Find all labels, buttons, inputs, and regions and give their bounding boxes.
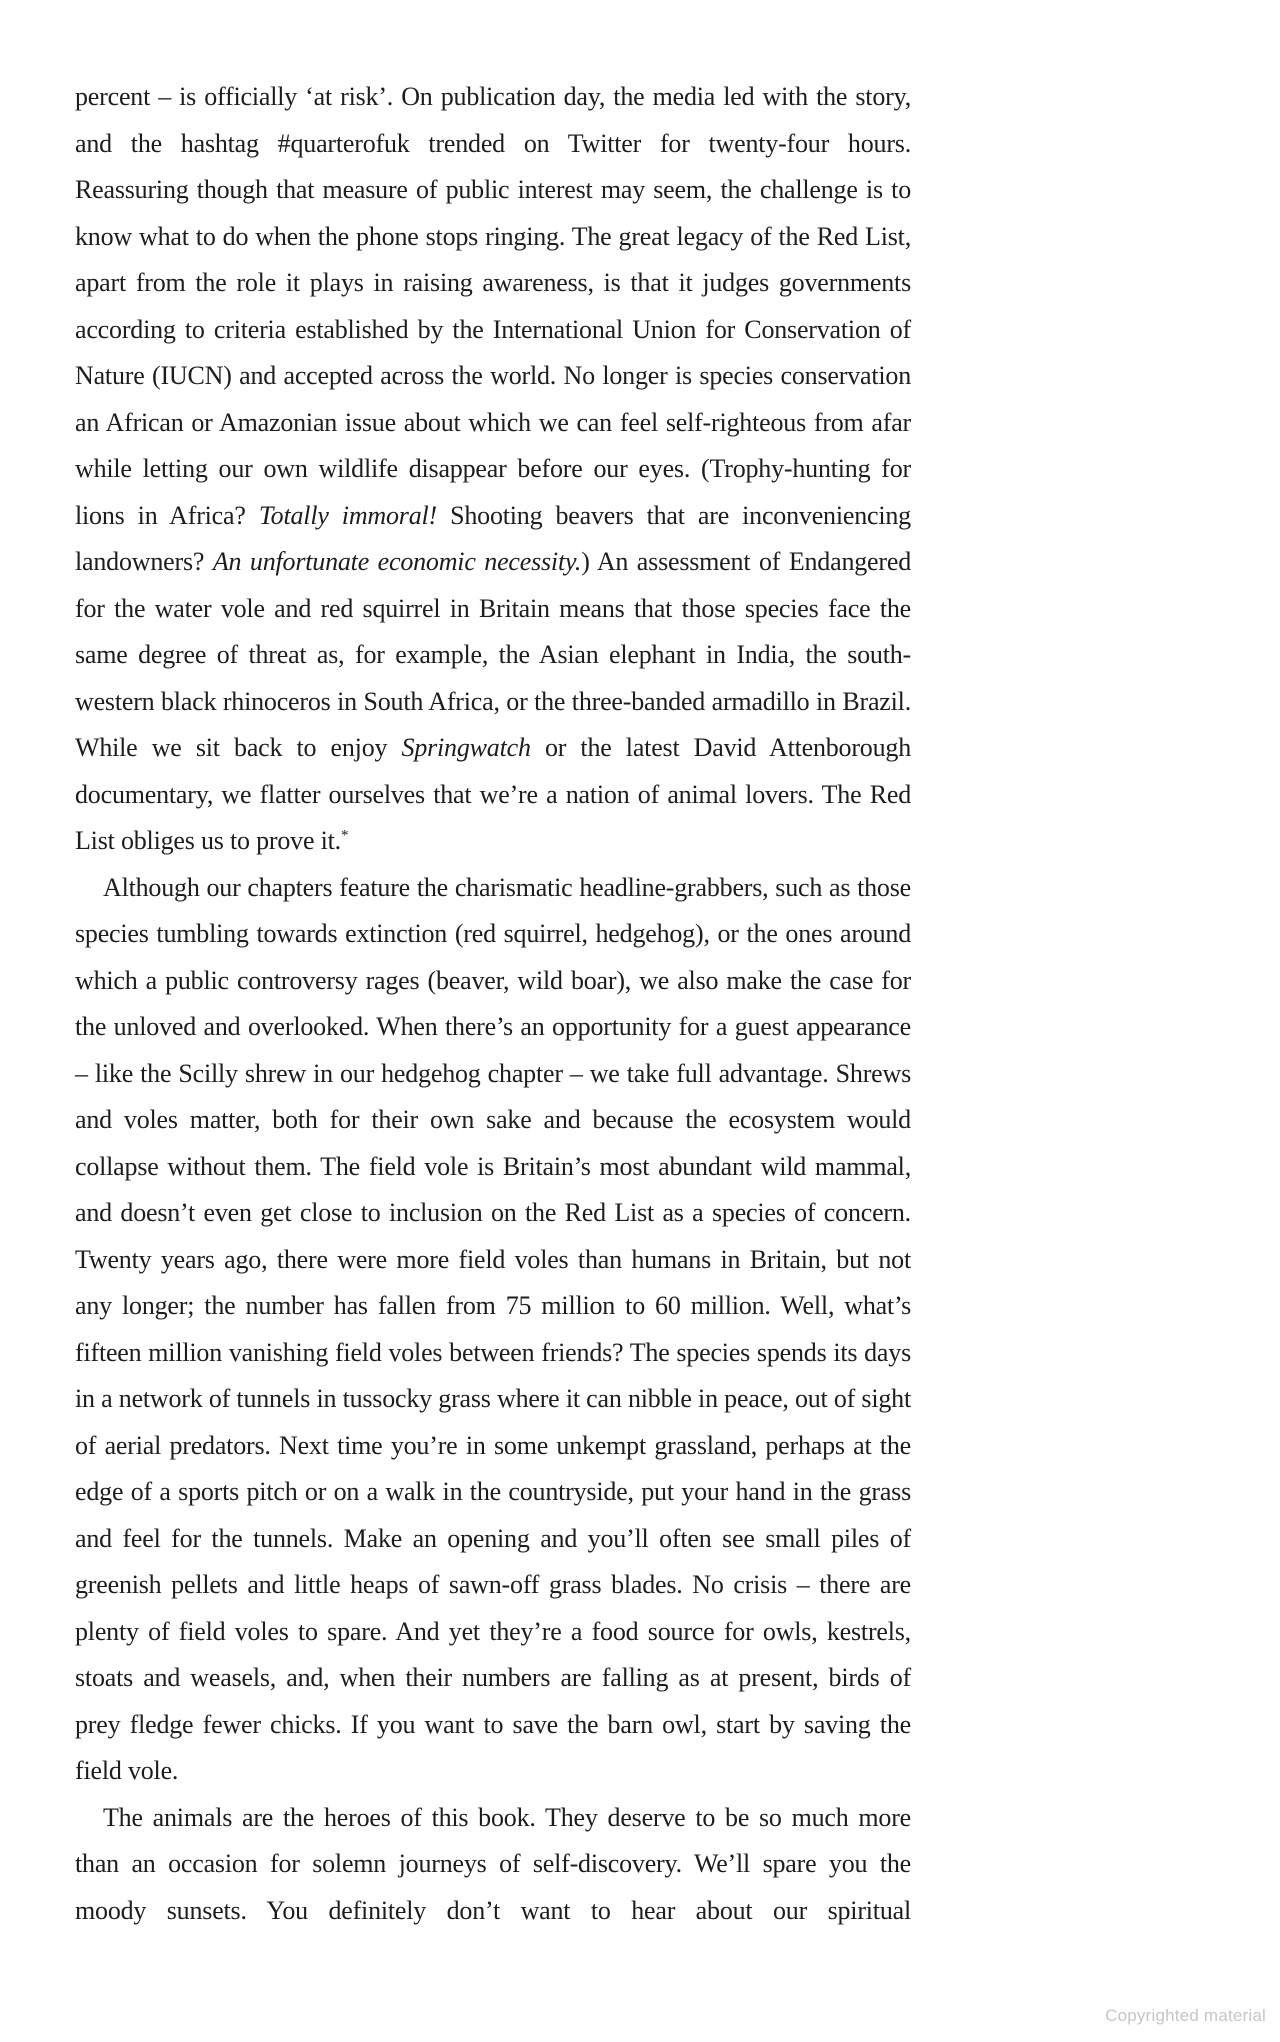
page-text-block <box>75 74 911 1934</box>
copyrighted-material-watermark: Copyrighted material <box>1105 2006 1266 2025</box>
text-segment: Springwatch <box>401 733 531 762</box>
text-segment: ) An assessment of Endangered for the water vole and red squirrel in Britain means that those species face the same degree of threat as, for example, the Asian elephant in India, the south-western black rhinoceros in South Africa, or the three-banded armadillo in Brazil. While we sit back to enjoy <box>75 547 911 762</box>
text-segment: Shooting beavers that are inconveniencing landowners? <box>75 500 911 576</box>
text-segment: Although our chapters feature the charismatic headline-grabbers, such as those species tumbling towards extinction (red squirrel, hedgehog), or the ones around which a public controversy rages (beaver, wild boar), we also make the case for the unloved and overlooked. When there’s an opportunity for a guest appearance – like the Scilly shrew in our hedgehog chapter – we take full advantage. Shrews and voles matter, both for their own sake and because the ecosystem would collapse without them. The field vole is Britain’s most abundant wild mammal, and doesn’t even get close to inclusion on the Red List as a species of concern. Twenty years ago, there were more field voles than humans in Britain, but not any longer; the number has fallen from 75 million to 60 million. Well, what’s fifteen million vanishing field voles between friends? The species spends its days in a network of tunnels in tussocky grass where it can nibble in peace, out of sight of aerial predators. Next time you’re in some unkempt grassland, perhaps at the edge of a sports pitch or on a walk in the countryside, put your hand in the grass and feel for the tunnels. Make an opening and you’ll often see small piles of greenish pellets and little heaps of sawn-off grass blades. No crisis – there are plenty of field voles to spare. And yet they’re a food source for owls, kestrels, stoats and weasels, and, when their numbers are falling as at present, birds of prey fledge fewer chicks. If you want to save the barn owl, start by saving the field vole. <box>75 872 911 1785</box>
paragraph <box>75 74 911 865</box>
paragraph <box>75 1795 911 1935</box>
text-segment: An unfortunate economic necessity. <box>212 547 582 576</box>
text-segment: or the latest David Attenborough documentary, we flatter ourselves that we’re a nation of animal lovers. The Red List obliges us to prove it. <box>75 733 912 855</box>
text-segment: percent – is officially ‘at risk’. On publication day, the media led with the story, and the hashtag #quarterofuk trended on Twitter for twenty-four hours. Reassuring though that measure of public interest may seem, the challenge is to know what to do when the phone stops ringing. The great legacy of the Red List, apart from the role it plays in raising awareness, is that it judges governments according to criteria established by the International Union for Conservation of Nature (IUCN) and accepted across the world. No longer is species conservation an African or Amazonian issue about which we can feel self-righteous from afar while letting our own wildlife disappear before our eyes. (Trophy-hunting for lions in Africa? <box>75 82 911 530</box>
text-segment: The animals are the heroes of this book. They deserve to be so much more than an occasion for solemn journeys of self-discovery. We’ll spare you the moody sunsets. You definitely don’t want to hear about our spiritual <box>75 1802 911 1925</box>
paragraph <box>75 865 911 1795</box>
footnote-asterisk: * <box>340 827 349 844</box>
text-segment: Totally immoral! <box>258 500 437 530</box>
